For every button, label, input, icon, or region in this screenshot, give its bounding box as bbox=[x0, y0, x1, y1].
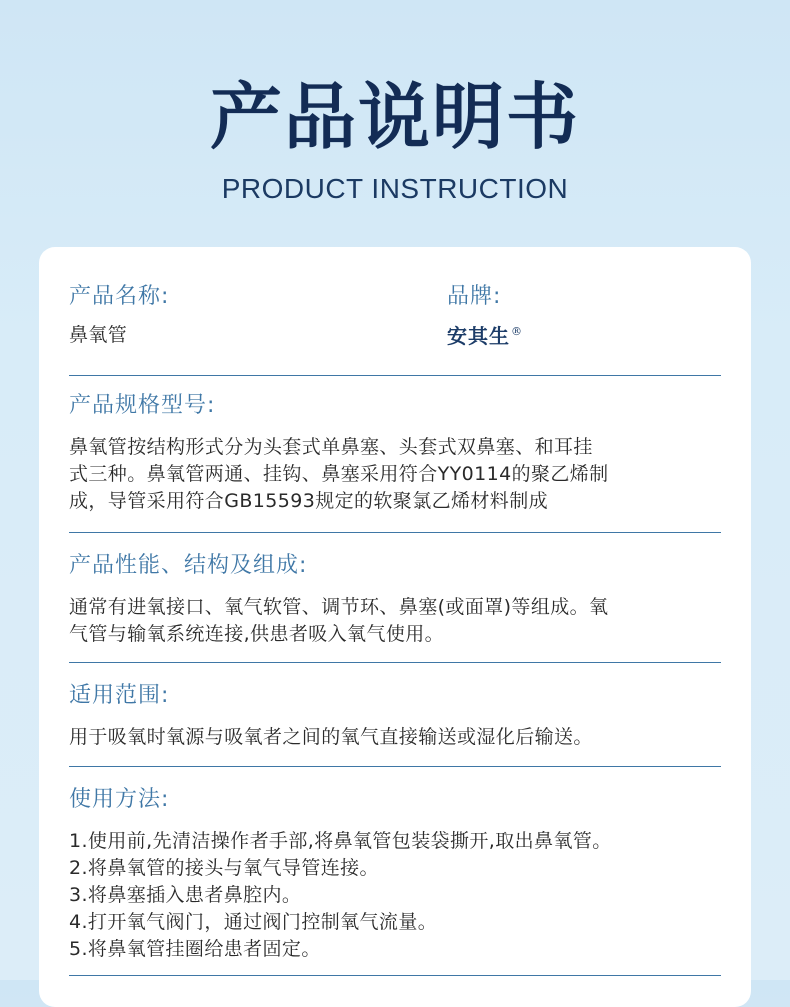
brand-logo bbox=[447, 320, 523, 349]
usage-step: 1.使用前,先清洁操作者手部,将鼻氧管包装袋撕开,取出鼻氧管。 bbox=[69, 830, 612, 852]
page-subtitle: PRODUCT INSTRUCTION bbox=[221, 173, 569, 204]
performance-text bbox=[69, 594, 721, 648]
spec-line: 成，导管采用符合GB15593规定的软聚氯乙烯材料制成 bbox=[69, 490, 549, 512]
registered-mark: ® bbox=[511, 325, 523, 338]
divider bbox=[69, 766, 721, 767]
usage-step: 4.打开氧气阀门，通过阀门控制氧气流量。 bbox=[69, 911, 438, 933]
section-performance bbox=[69, 552, 721, 648]
spec-label: 产品规格型号: bbox=[69, 393, 216, 418]
divider bbox=[69, 975, 721, 976]
performance-line: 气管与输氧系统连接,供患者吸入氧气使用。 bbox=[69, 623, 445, 645]
section-brand bbox=[447, 283, 523, 349]
divider bbox=[69, 662, 721, 663]
usage-step: 3.将鼻塞插入患者鼻腔内。 bbox=[69, 884, 302, 906]
scope-label: 适用范围: bbox=[69, 683, 170, 708]
scope-line: 用于吸氧时氧源与吸氧者之间的氧气直接输送或湿化后输送。 bbox=[69, 726, 593, 748]
performance-label: 产品性能、结构及组成: bbox=[69, 553, 308, 578]
performance-line: 通常有进氧接口、氧气软管、调节环、鼻塞(或面罩)等组成。氧 bbox=[69, 596, 609, 618]
scope-text bbox=[69, 724, 721, 751]
page-title: 产品说明书 bbox=[209, 75, 580, 159]
usage-step: 2.将鼻氧管的接头与氧气导管连接。 bbox=[69, 857, 379, 879]
product-name-value: 鼻氧管 bbox=[69, 324, 128, 346]
page-header bbox=[0, 0, 790, 245]
section-product-name bbox=[69, 283, 721, 363]
instruction-card bbox=[39, 247, 751, 1007]
brand-label: 品牌: bbox=[447, 284, 502, 309]
section-scope bbox=[69, 682, 721, 751]
usage-step: 5.将鼻氧管挂圈给患者固定。 bbox=[69, 938, 321, 960]
spec-line: 鼻氧管按结构形式分为头套式单鼻塞、头套式双鼻塞、和耳挂 bbox=[69, 436, 593, 458]
brand-logo-text: 安其生 bbox=[447, 324, 510, 348]
divider bbox=[69, 375, 721, 376]
section-usage bbox=[69, 786, 721, 963]
usage-label: 使用方法: bbox=[69, 787, 170, 812]
usage-steps bbox=[69, 828, 721, 963]
product-name-label: 产品名称: bbox=[69, 284, 170, 309]
section-spec bbox=[69, 392, 721, 515]
spec-text bbox=[69, 434, 721, 515]
divider bbox=[69, 532, 721, 533]
spec-line: 式三种。鼻氧管两通、挂钩、鼻塞采用符合YY0114的聚乙烯制 bbox=[69, 463, 609, 485]
